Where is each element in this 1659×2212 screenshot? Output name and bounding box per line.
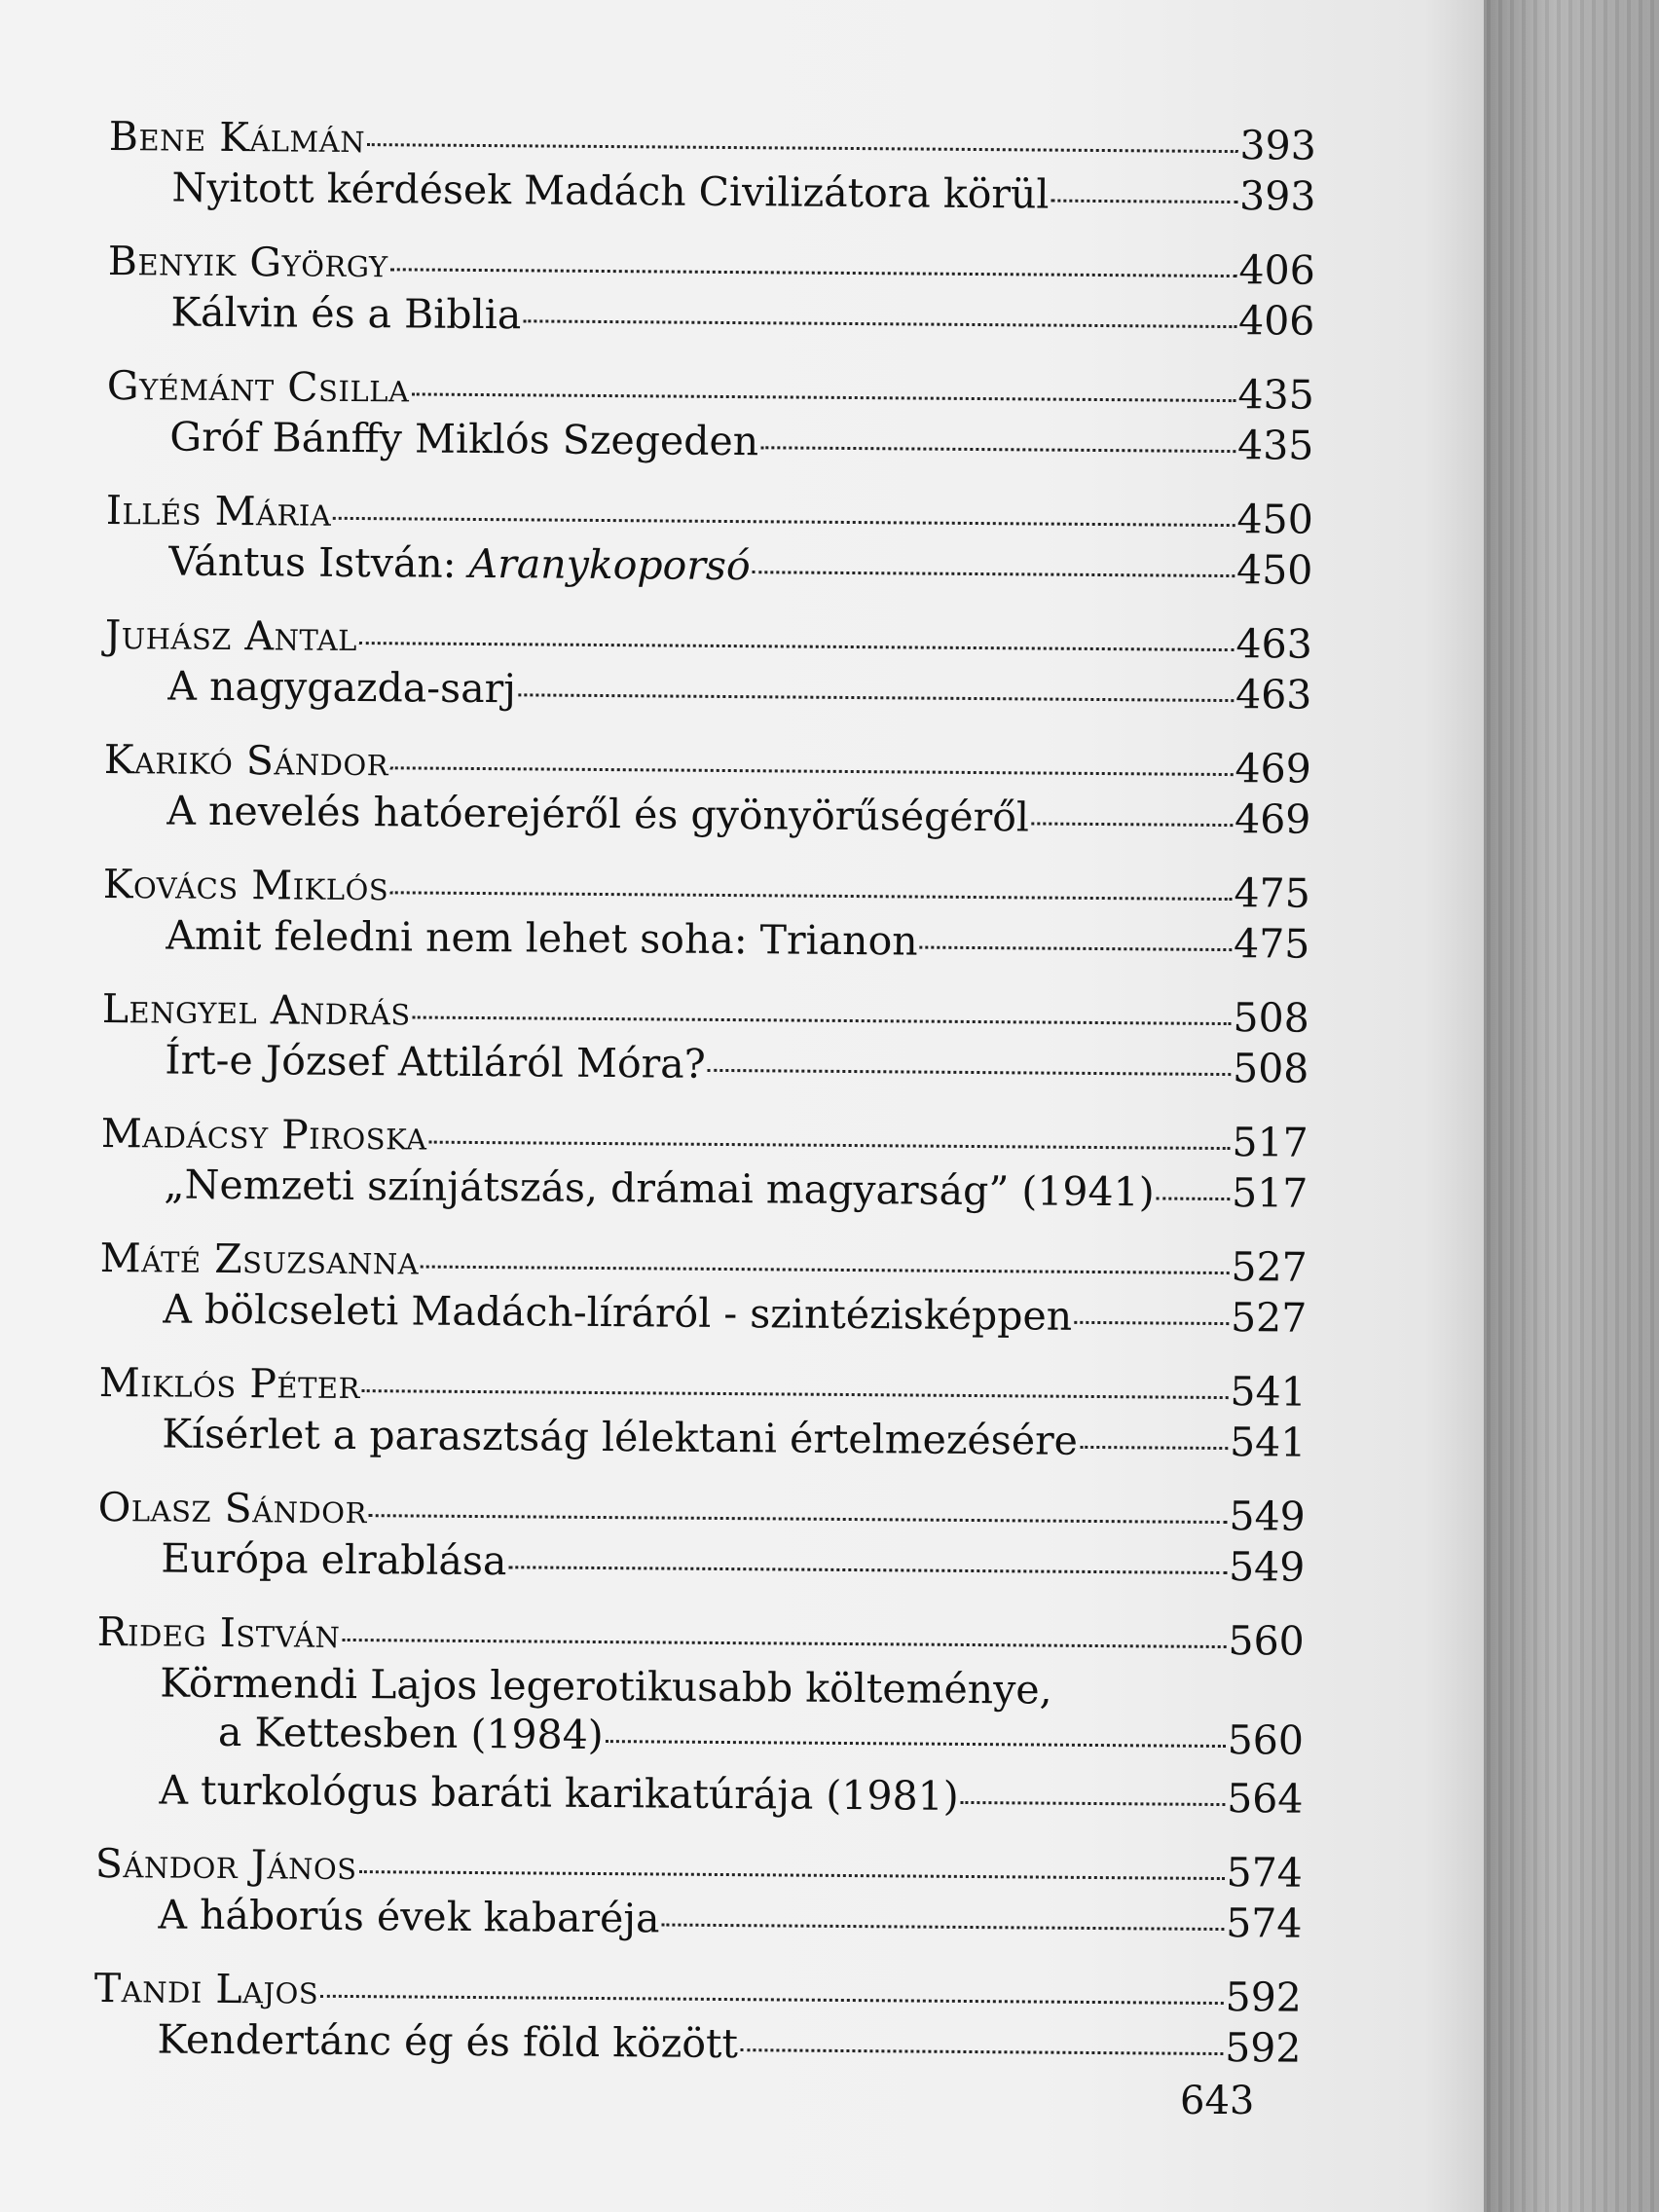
author-page-number: 463 [1235,620,1312,668]
leader-dots [413,1015,1232,1025]
work-row [104,662,1312,734]
wooden-surface [1484,0,1659,2212]
work-title: Körmendi Lajos legerotikusabb költeménye, [160,1659,1052,1714]
work-title: Gróf Bánffy Miklós Szegeden [169,413,759,465]
leader-dots [369,1514,1228,1524]
author-page-number: 406 [1238,246,1315,294]
author-page-number: 469 [1235,745,1311,793]
work-page-number: 527 [1230,1294,1308,1342]
leader-dots [518,693,1234,702]
work-title-italic: Aranykoporsó [468,539,751,590]
leader-dots [661,1924,1224,1932]
work-row [105,537,1313,609]
leader-dots [359,1870,1225,1880]
work-title: A háborús évek kabaréja [158,1891,660,1942]
work-title: Kendertánc ég és föld között [157,2015,739,2068]
author-page-number: 549 [1229,1493,1306,1540]
work-row [103,787,1311,859]
author-name: Juhász Antal [104,610,358,661]
leader-dots [320,1995,1223,2005]
leader-dots [1051,200,1237,204]
leader-dots [362,1389,1229,1399]
work-row [102,911,1310,983]
work-page-number: 450 [1235,546,1313,594]
work-page-number: 463 [1235,671,1312,719]
author-page-number: 592 [1225,1973,1303,2021]
work-row [93,2015,1302,2087]
work-title: A nagygazda-sarj [167,662,517,713]
author-page-number: 574 [1226,1849,1304,1897]
leader-dots [760,446,1235,453]
author-page-number: 508 [1233,994,1309,1042]
work-title: Nyitott kérdések Madách Civilizátora körül [171,164,1050,218]
work-title: A bölcseleti Madách-líráról - szintézisképpen [163,1285,1073,1340]
work-row [98,1410,1307,1482]
author-name: Rideg István [96,1607,341,1657]
leader-dots [429,1141,1231,1150]
leader-dots [753,571,1235,577]
work-page-number: 549 [1228,1543,1306,1591]
work-row [99,1285,1308,1357]
work-title-prefix: Vántus István: [168,537,469,587]
author-name: Bene Kálmán [108,113,366,163]
author-name: Kovács Miklós [102,860,389,910]
work-page-number: 469 [1234,795,1311,843]
author-name: Tandi Lajos [93,1964,319,2013]
leader-dots [708,1069,1231,1076]
author-page-number: 435 [1237,371,1314,419]
work-row [97,1534,1306,1606]
author-name: Gyémánt Csilla [106,361,410,412]
author-name: Illés Mária [105,486,332,535]
author-page-number: 475 [1234,869,1310,917]
leader-dots [367,143,1238,153]
leader-dots [390,766,1233,776]
work-page-number: 508 [1232,1045,1309,1092]
leader-dots [1157,1197,1230,1200]
leader-dots [523,319,1236,328]
work-title: Kálvin és a Biblia [170,288,522,339]
leader-dots [390,268,1237,277]
leader-dots [740,2048,1223,2055]
work-page-number: 406 [1237,297,1315,345]
author-name: Lengyel András [101,984,411,1035]
leader-dots [333,517,1235,527]
work-page-number: 564 [1227,1775,1304,1823]
work-page-number: 475 [1233,920,1310,968]
work-row [95,1766,1304,1838]
author-name: Máté Zsuzsanna [99,1234,420,1284]
work-title-continued: a Kettesben (1984) [217,1708,604,1759]
table-of-contents [93,113,1316,2103]
leader-dots [421,1266,1229,1275]
author-name: Karikó Sándor [103,735,389,786]
work-row [107,288,1315,360]
work-row [106,413,1314,485]
author-page-number: 450 [1236,496,1313,543]
leader-dots [1031,822,1233,827]
leader-dots [359,642,1235,651]
author-name: Sándor János [94,1839,357,1890]
work-page-number: 517 [1231,1169,1309,1217]
work-page-number: 592 [1225,2024,1302,2072]
author-page-number: 541 [1230,1368,1307,1416]
work-page-number: 560 [1227,1716,1305,1764]
work-title: A nevelés hatóerejéről és gyönyörűségéről [166,787,1030,841]
work-title: Amit feledni nem lehet soha: Trianon [166,911,918,965]
work-row [100,1161,1309,1233]
work-row [108,164,1316,236]
work-title: „Nemzeti színjátszás, drámai magyarság” (1941) [164,1161,1155,1216]
author-name: Benyik György [107,237,388,287]
work-row [101,1036,1309,1108]
leader-dots [342,1639,1226,1648]
work-title [105,537,751,590]
page-number: 643 [1180,2079,1255,2123]
work-row [94,1891,1303,1963]
work-page-number: 393 [1238,172,1316,220]
work-page-number: 541 [1229,1419,1307,1466]
work-page-number: 574 [1226,1899,1303,1947]
leader-dots [411,392,1235,402]
author-name: Madácsy Piroska [100,1109,427,1160]
author-page-number: 560 [1228,1617,1305,1665]
work-title: Írt-e József Attiláról Móra? [165,1036,706,1088]
work-title: Kísérlet a parasztság lélektani értelmezésére [162,1410,1079,1464]
leader-dots [1074,1321,1229,1325]
author-page-number: 517 [1232,1119,1309,1166]
author-name: Olasz Sándor [97,1483,368,1533]
leader-dots [606,1740,1226,1748]
leader-dots [1080,1446,1228,1450]
work-page-number: 435 [1236,422,1314,469]
author-page-number: 393 [1239,122,1316,169]
leader-dots [920,946,1232,952]
author-page-number: 527 [1231,1243,1308,1291]
leader-dots [961,1801,1225,1806]
work-title: Európa elrablása [161,1534,507,1585]
work-title: A turkológus baráti karikatúrája (1981) [159,1766,959,1820]
leader-dots [508,1566,1227,1574]
leader-dots [390,891,1232,901]
author-name: Miklós Péter [98,1358,361,1409]
